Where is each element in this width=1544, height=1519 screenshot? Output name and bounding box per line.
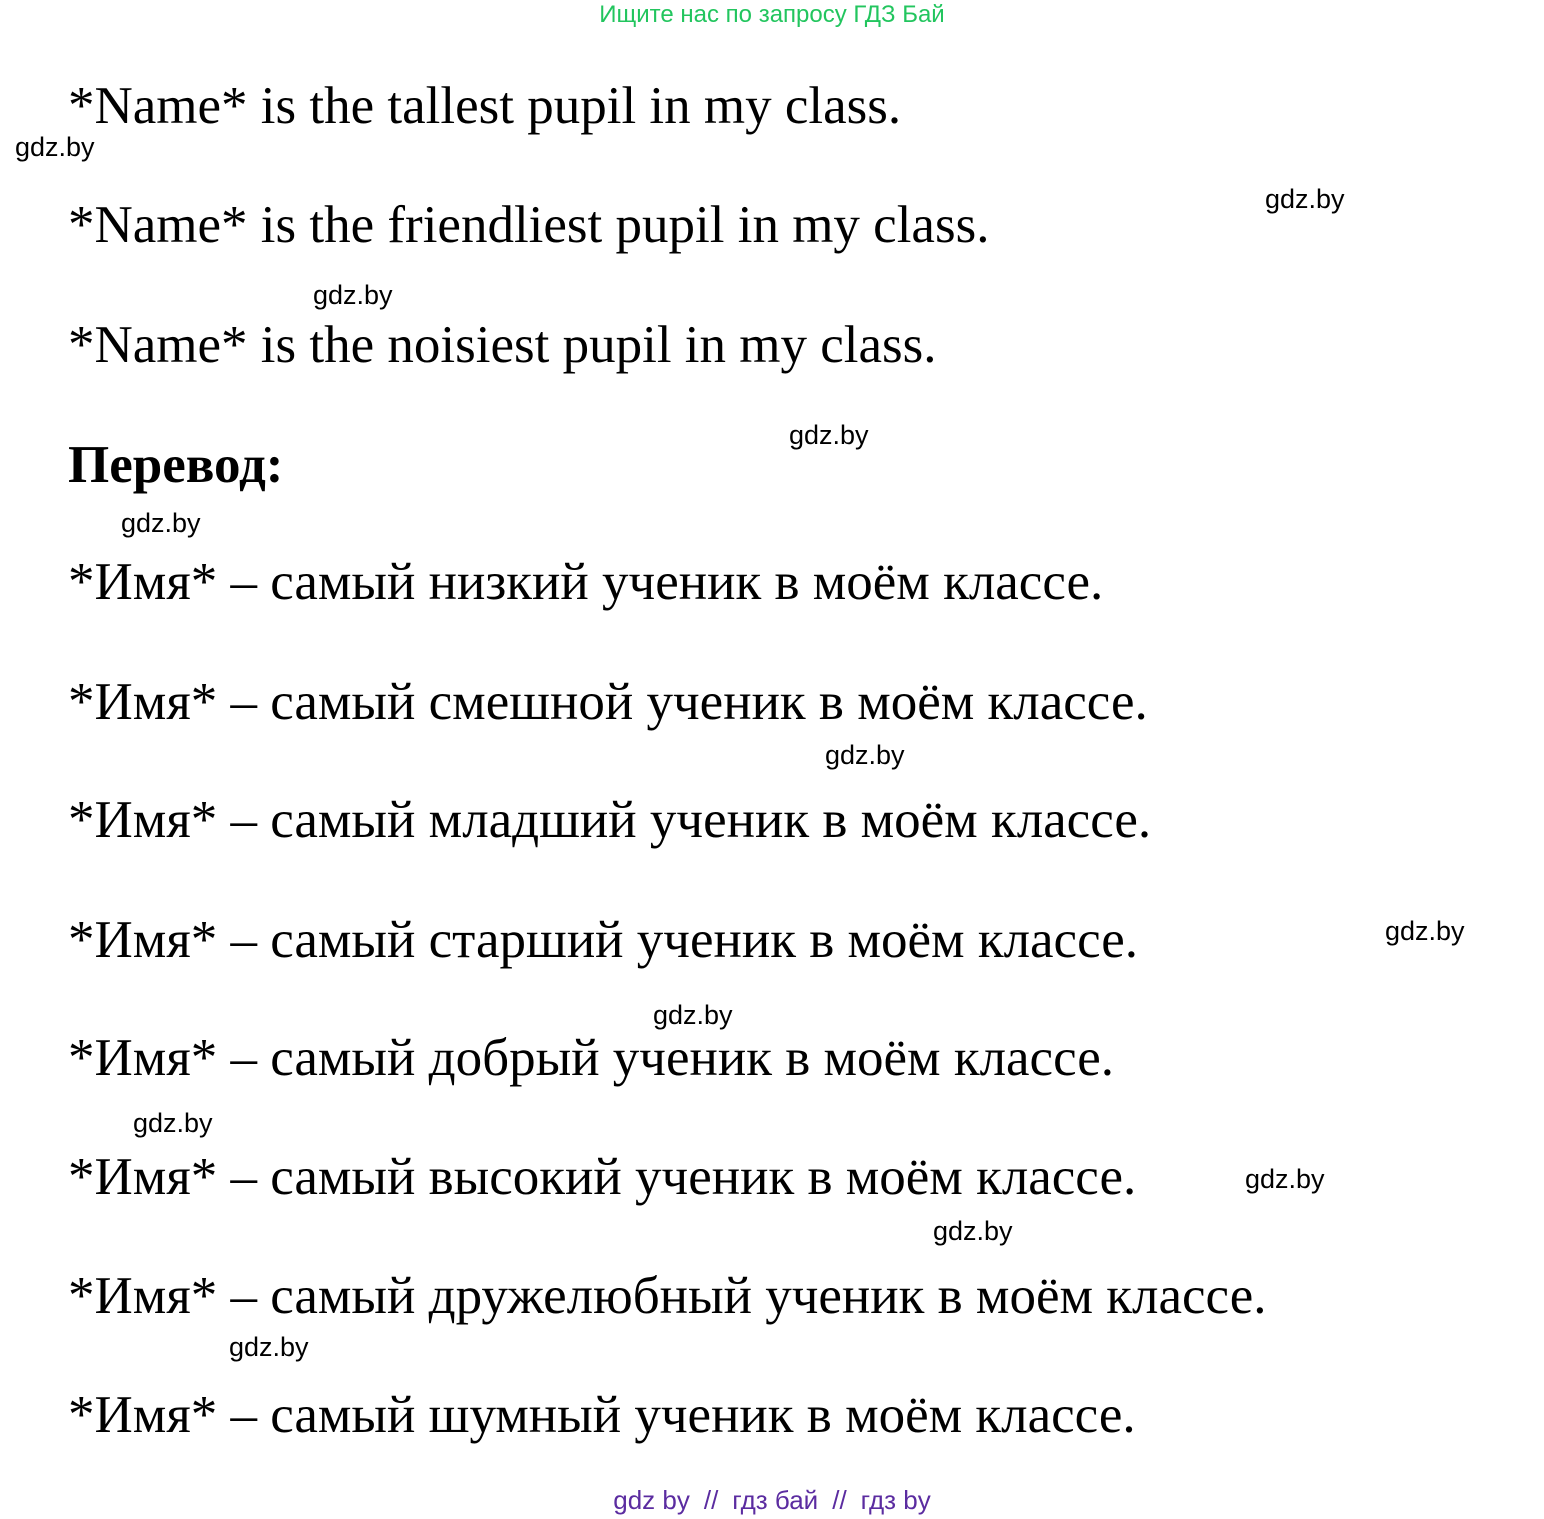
- watermark: gdz.by: [121, 508, 201, 538]
- footer-link-gdz-bai[interactable]: гдз бай: [732, 1485, 819, 1515]
- watermark: gdz.by: [1265, 184, 1345, 214]
- watermark: gdz.by: [1385, 916, 1465, 946]
- russian-sentence-5: *Имя* – самый добрый ученик в моём классе.: [68, 1029, 1115, 1087]
- translation-heading: Перевод:: [68, 436, 284, 494]
- russian-sentence-2: *Имя* – самый смешной ученик в моём классе.: [68, 673, 1148, 731]
- watermark: gdz.by: [15, 132, 95, 162]
- footer-link-gdz-by[interactable]: gdz by: [613, 1485, 690, 1515]
- footer-links: [0, 1484, 1544, 1516]
- watermark: gdz.by: [313, 280, 393, 310]
- search-hint-banner: Ищите нас по запросу ГДЗ Бай: [599, 1, 945, 28]
- footer-separator: //: [703, 1485, 719, 1515]
- russian-sentence-7: *Имя* – самый дружелюбный ученик в моём классе.: [68, 1267, 1267, 1325]
- watermark: gdz.by: [1245, 1164, 1325, 1194]
- watermark: gdz.by: [825, 740, 905, 770]
- watermark: gdz.by: [933, 1216, 1013, 1246]
- russian-sentence-1: *Имя* – самый низкий ученик в моём классе.: [68, 553, 1104, 611]
- watermark: gdz.by: [133, 1108, 213, 1138]
- russian-sentence-8: *Имя* – самый шумный ученик в моём классе.: [68, 1386, 1136, 1444]
- russian-sentence-4: *Имя* – самый старший ученик в моём классе.: [68, 911, 1139, 969]
- watermark: gdz.by: [653, 1000, 733, 1030]
- watermark: gdz.by: [229, 1332, 309, 1362]
- russian-sentence-6: *Имя* – самый высокий ученик в моём классе.: [68, 1148, 1137, 1206]
- english-sentence-3: *Name* is the noisiest pupil in my class.: [68, 316, 937, 374]
- russian-sentence-3: *Имя* – самый младший ученик в моём классе.: [68, 791, 1152, 849]
- english-sentence-2: *Name* is the friendliest pupil in my class.: [68, 196, 990, 254]
- english-sentence-1: *Name* is the tallest pupil in my class.: [68, 77, 902, 135]
- footer-separator: //: [832, 1485, 847, 1515]
- watermark: gdz.by: [789, 420, 869, 450]
- footer-link-gdz-by-cyr[interactable]: гдз by: [860, 1485, 931, 1515]
